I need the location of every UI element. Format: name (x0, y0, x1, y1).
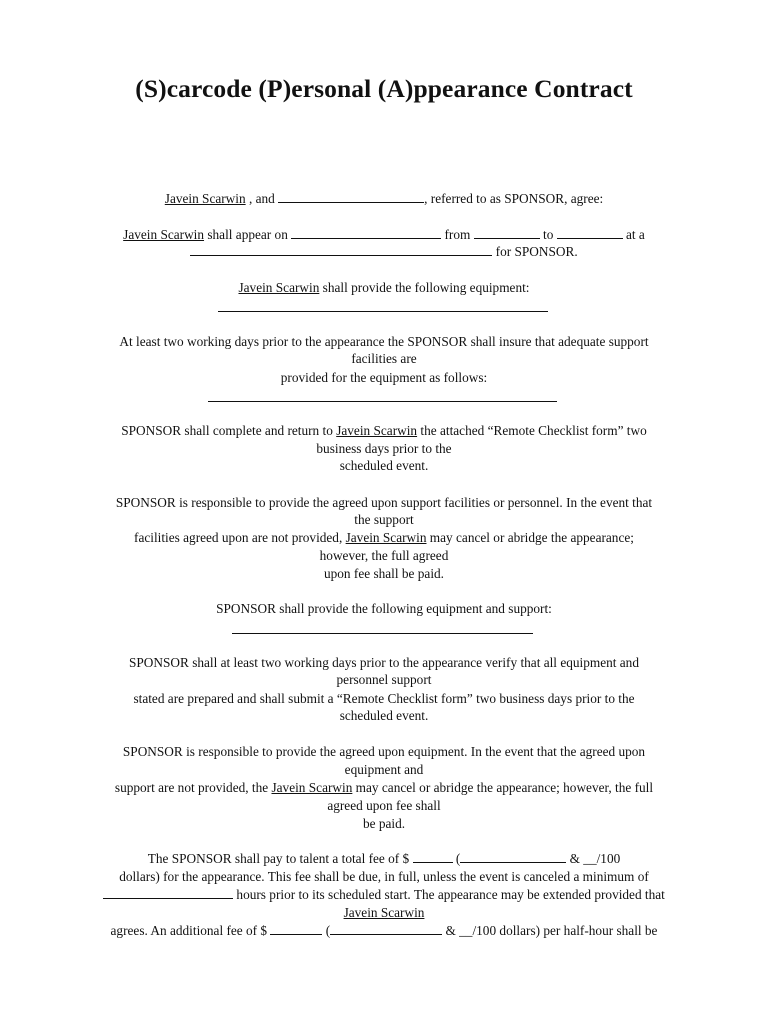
appearance-line-2: for SPONSOR. (40, 243, 728, 261)
talent-name: Javein Scarwin (345, 530, 427, 545)
talent-name: Javein Scarwin (123, 227, 205, 242)
appearance-line: Javein Scarwin shall appear on from to at a (123, 227, 645, 242)
equipment-support-text: SPONSOR shall provide the following equipment and support: (216, 601, 552, 616)
support-facilities-rule[interactable] (208, 401, 557, 402)
fee-text: dollars) for the appearance. This fee shall be due, in full, unless the event is canceled a minimum of (119, 869, 649, 884)
fee-line-4 (40, 904, 728, 922)
agreed-equipment-text: be paid. (362, 816, 406, 831)
appearance-date-blank[interactable] (291, 226, 441, 239)
extension-fee-blank[interactable] (270, 922, 322, 935)
agreed-equipment-text: equipment and (344, 762, 424, 777)
equipment-rule[interactable] (218, 311, 548, 312)
page-title: (S)carcode (P)ersonal (A)ppearance Contract (135, 74, 633, 103)
verify-text: personnel support (336, 672, 432, 687)
facilities-text: SPONSOR is responsible to provide the agreed upon support facilities or personnel. In the event that (115, 495, 653, 510)
event-description-blank[interactable] (190, 243, 492, 256)
equipment-line: Javein Scarwin shall provide the following equipment: (238, 280, 530, 295)
checklist-text: business days prior to the (316, 441, 452, 456)
talent-name: Javein Scarwin (336, 423, 418, 438)
talent-name: Javein Scarwin (271, 780, 353, 795)
start-time-blank[interactable] (474, 226, 540, 239)
agreed-equipment-text: agreed upon fee shall (327, 798, 441, 813)
checklist-line: SPONSOR shall complete and return to Javein Scarwin the attached “Remote Checklist form” two (121, 423, 647, 438)
equipment-support-rule[interactable] (232, 633, 533, 634)
parties-line: Javein Scarwin , and , referred to as SPONSOR, agree: (164, 191, 604, 206)
agreed-equipment-text: SPONSOR is responsible to provide the agreed upon equipment. In the event that the agreed upon (122, 744, 646, 759)
verify-text: scheduled event. (339, 708, 429, 723)
support-text: provided for the equipment as follows: (280, 370, 488, 385)
fee-line-3: hours prior to its scheduled start. The appearance may be extended provided that (40, 886, 728, 904)
verify-text: stated are prepared and shall submit a “Remote Checklist form” two business days prior to the (133, 691, 635, 706)
end-time-blank[interactable] (557, 226, 623, 239)
verify-text: SPONSOR shall at least two working days prior to the appearance verify that all equipment and (129, 655, 639, 670)
fee-line: The SPONSOR shall pay to talent a total fee of $ ( & __/100 (147, 851, 621, 866)
facilities-text: however, the full agreed (319, 548, 449, 563)
support-text: facilities are (351, 351, 417, 366)
sponsor-name-blank[interactable] (278, 190, 424, 203)
fee-amount-blank[interactable] (413, 850, 453, 863)
support-text: At least two working days prior to the appearance the SPONSOR shall insure that adequate support (119, 334, 649, 349)
facilities-text: upon fee shall be paid. (323, 566, 444, 581)
talent-name: Javein Scarwin (343, 905, 425, 920)
fee-line-5: agrees. An additional fee of $ ( & __/100 dollars) per half-hour shall be (110, 923, 658, 938)
facilities-line: facilities agreed upon are not provided, Javein Scarwin may cancel or abridge the appearance; (134, 530, 634, 545)
extension-fee-words-blank[interactable] (330, 922, 442, 935)
agreed-equipment-line: support are not provided, the Javein Scarwin may cancel or abridge the appearance; however, the full (114, 780, 654, 795)
facilities-text: the support (354, 512, 414, 527)
talent-name: Javein Scarwin (238, 280, 320, 295)
fee-words-blank[interactable] (460, 850, 566, 863)
checklist-text: scheduled event. (339, 458, 429, 473)
talent-name: Javein Scarwin (164, 191, 246, 206)
cancel-hours-blank[interactable] (103, 886, 233, 899)
